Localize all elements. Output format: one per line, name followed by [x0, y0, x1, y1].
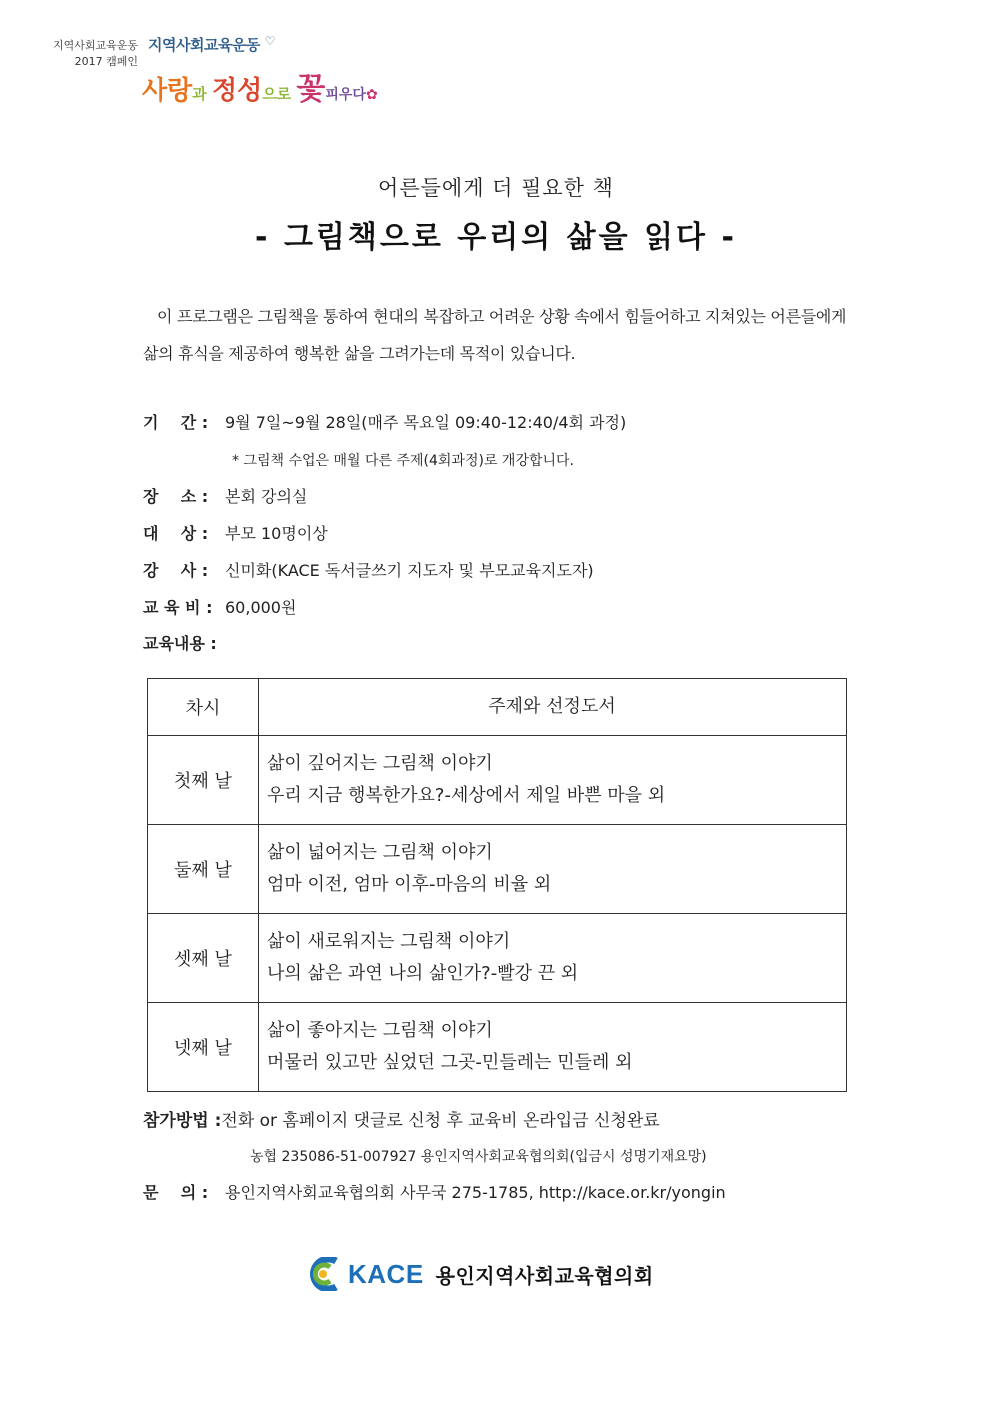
period-value: 9월 7일~9월 28일(매주 목요일 09:40-12:40/4회 과정): [225, 413, 627, 432]
contact-value: 용인지역사회교육협의회 사무국 275-1785, http://kace.or.kr/yongin: [225, 1183, 726, 1202]
header-session: 차시: [148, 679, 259, 736]
heart-icon: ♡: [264, 34, 275, 48]
topic-line1: 삶이 깊어지는 그림책 이야기: [267, 753, 493, 774]
session-cell: 셋째 날: [148, 914, 259, 1003]
campaign-tag-line2: 2017 캠페인: [74, 55, 138, 68]
topic-cell: [259, 736, 847, 825]
schedule-table: [147, 678, 847, 1092]
period-note: * 그림책 수업은 매월 다른 주제(4회과정)로 개강합니다.: [232, 453, 574, 469]
fee-value: 60,000원: [225, 598, 297, 617]
info-target: [143, 521, 328, 544]
topic-line1: 삶이 좋아지는 그림책 이야기: [267, 1020, 493, 1041]
topic-line2: 우리 지금 행복한가요?-세상에서 제일 바쁜 마을 외: [267, 785, 666, 806]
campaign-tag-line1: 지역사회교육운동: [52, 39, 138, 52]
slogan-part-2: 과: [192, 85, 212, 103]
bank-account: 농협 235086-51-007927 용인지역사회교육협의회(입금시 성명기재요망): [250, 1149, 707, 1165]
session-cell: 넷째 날: [148, 1003, 259, 1092]
session-cell: 둘째 날: [148, 825, 259, 914]
campaign-tag: [50, 38, 138, 70]
session-cell: 첫째 날: [148, 736, 259, 825]
table-row: [148, 736, 847, 825]
page-title: - 그림책으로 우리의 삶을 읽다 -: [255, 220, 737, 255]
slogan-part-3: 정성: [211, 76, 263, 106]
campaign-org-line: [148, 34, 275, 55]
info-lecturer: [143, 558, 594, 581]
header-topic: 주제와 선정도서: [259, 679, 847, 736]
fee-label: 교 육 비 :: [143, 598, 213, 617]
info-period: [143, 410, 626, 433]
intro-paragraph: 이 프로그램은 그림책을 통하여 현대의 복잡하고 어려운 상황 속에서 힘들어하고 지쳐있는 어른들에게 삶의 휴식을 제공하여 행복한 삶을 그려가는데 목적이 있습니다.: [143, 307, 847, 363]
topic-cell: [259, 825, 847, 914]
contact-label: 문 의 :: [143, 1183, 209, 1202]
table-header-row: [148, 679, 847, 736]
topic-line2: 나의 삶은 과연 나의 삶인가?-빨강 끈 외: [267, 963, 579, 984]
kace-logo-icon: [306, 1257, 344, 1291]
info-content: [143, 631, 225, 654]
topic-line1: 삶이 넓어지는 그림책 이야기: [267, 842, 493, 863]
period-label: 기 간 :: [143, 413, 209, 432]
place-value: 본회 강의실: [225, 487, 308, 506]
apply-method: [143, 1106, 660, 1131]
subtitle: 어른들에게 더 필요한 책: [378, 176, 614, 200]
kace-wordmark: KACE: [348, 1258, 424, 1289]
table-row: [148, 825, 847, 914]
info-fee: [143, 595, 296, 618]
contact-info: [143, 1180, 726, 1203]
target-label: 대 상 :: [143, 524, 209, 543]
flower-icon: ✿: [365, 87, 378, 103]
slogan-part-1: 사랑: [142, 76, 193, 106]
slogan-part-4: 으로: [262, 85, 297, 103]
apply-label: 참가방법 :: [143, 1111, 222, 1131]
table-row: [148, 914, 847, 1003]
slogan-part-5: 꽃: [296, 72, 326, 107]
content-label: 교육내용 :: [143, 634, 217, 653]
campaign-slogan: [142, 64, 378, 108]
slogan-part-6: 피우다: [325, 87, 366, 103]
topic-line2: 엄마 이전, 엄마 이후-마음의 비율 외: [267, 874, 552, 895]
topic-line1: 삶이 새로워지는 그림책 이야기: [267, 931, 511, 952]
place-label: 장 소 :: [143, 487, 209, 506]
apply-value: 전화 or 홈페이지 댓글로 신청 후 교육비 온라입금 신청완료: [221, 1111, 660, 1131]
lecturer-value: 신미화(KACE 독서글쓰기 지도자 및 부모교육지도자): [225, 561, 594, 580]
campaign-banner: [44, 24, 444, 116]
topic-line2: 머물러 있고만 싶었던 그곳-민들레는 민들레 외: [267, 1052, 633, 1073]
lecturer-label: 강 사 :: [143, 561, 209, 580]
campaign-org-text: 지역사회교육운동: [148, 36, 260, 54]
footer-logo: [306, 1254, 654, 1294]
topic-cell: [259, 1003, 847, 1092]
footer-org-name: 용인지역사회교육협의회: [435, 1263, 654, 1288]
target-value: 부모 10명이상: [225, 524, 328, 543]
info-place: [143, 484, 307, 507]
table-row: [148, 1003, 847, 1092]
topic-cell: [259, 914, 847, 1003]
